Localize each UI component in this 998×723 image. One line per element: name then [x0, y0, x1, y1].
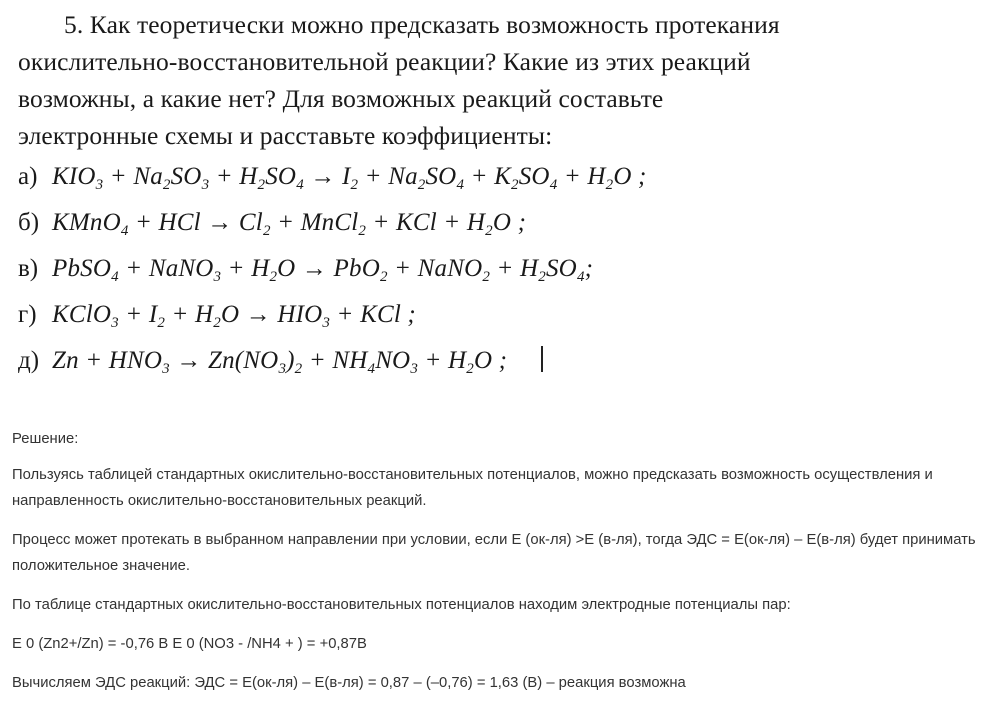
question-text — [18, 6, 986, 154]
reaction-letter: б) — [18, 209, 40, 236]
solution-paragraph: E 0 (Zn2+/Zn) = -0,76 В E 0 (NO3 - /NH4 + ) = +0,87В — [12, 636, 367, 652]
solution-text — [12, 426, 992, 709]
reaction-formula: KClO$_3$ + $I_2 + H_2O \to HIO_3$ + KCl ; — [52, 301, 416, 331]
reaction-list — [18, 154, 986, 384]
solution-paragraph: По таблице стандартных окислительно-восстановительных потенциалов находим электродные потенциалы пар: — [12, 597, 791, 613]
text-cursor — [541, 346, 543, 372]
reaction-formula: $KIO_3 + Na_2SO_3 + H_2SO_4 \to I_2 + Na_2SO_4 + K_2SO_4 + H_2O$ ; — [52, 163, 647, 193]
reaction-letter: г) — [18, 301, 37, 328]
reaction-line — [18, 338, 986, 384]
problem-image — [18, 6, 986, 384]
reaction-line — [18, 200, 986, 246]
question-line: возможны, а какие нет? Для возможных реакций составьте — [18, 84, 664, 113]
reaction-letter: а) — [18, 163, 38, 190]
reaction-line — [18, 246, 986, 292]
reaction-letter: в) — [18, 255, 39, 282]
question-line: 5. Как теоретически можно предсказать возможность протекания — [64, 10, 780, 39]
reaction-formula: $Zn + HNO_3 \to Zn(NO_3)_2 + NH_4NO_3 + H_2O$ ; — [52, 347, 508, 377]
question-line: окислительно-восстановительной реакции? Какие из этих реакций — [18, 47, 751, 76]
reaction-line — [18, 154, 986, 200]
reaction-line — [18, 292, 986, 338]
reaction-formula: KMnO$_4$ + HCl → $Cl_2$ + MnCl$_2$ + KCl + $H_2O$ ; — [52, 209, 527, 239]
solution-paragraph: Вычисляем ЭДС реакций: ЭДС = Е(ок-ля) – Е(в-ля) = 0,87 – (–0,76) = 1,63 (В) – реакция возможна — [12, 675, 686, 691]
solution-paragraph: Процесс может протекать в выбранном направлении при условии, если Е (ок-ля) >Е (в-ля), тогда ЭДС = Е(ок-ля) – Е(в-ля) будет принимать положительное значение. — [12, 532, 976, 574]
reaction-letter: д) — [18, 347, 40, 374]
reaction-formula: PbSO$_4$ + NaNO$_3$ + $H_2O \to PbO_2$ + NaNO$_2$ + $H_2SO_4$; — [52, 255, 594, 285]
question-line: электронные схемы и расставьте коэффициенты: — [18, 121, 553, 150]
solution-heading: Решение: — [12, 431, 79, 447]
solution-paragraph: Пользуясь таблицей стандартных окислительно-восстановительных потенциалов, можно предсказать возможность осуществления и направленность окислительно-восстановительных реакций. — [12, 467, 933, 509]
